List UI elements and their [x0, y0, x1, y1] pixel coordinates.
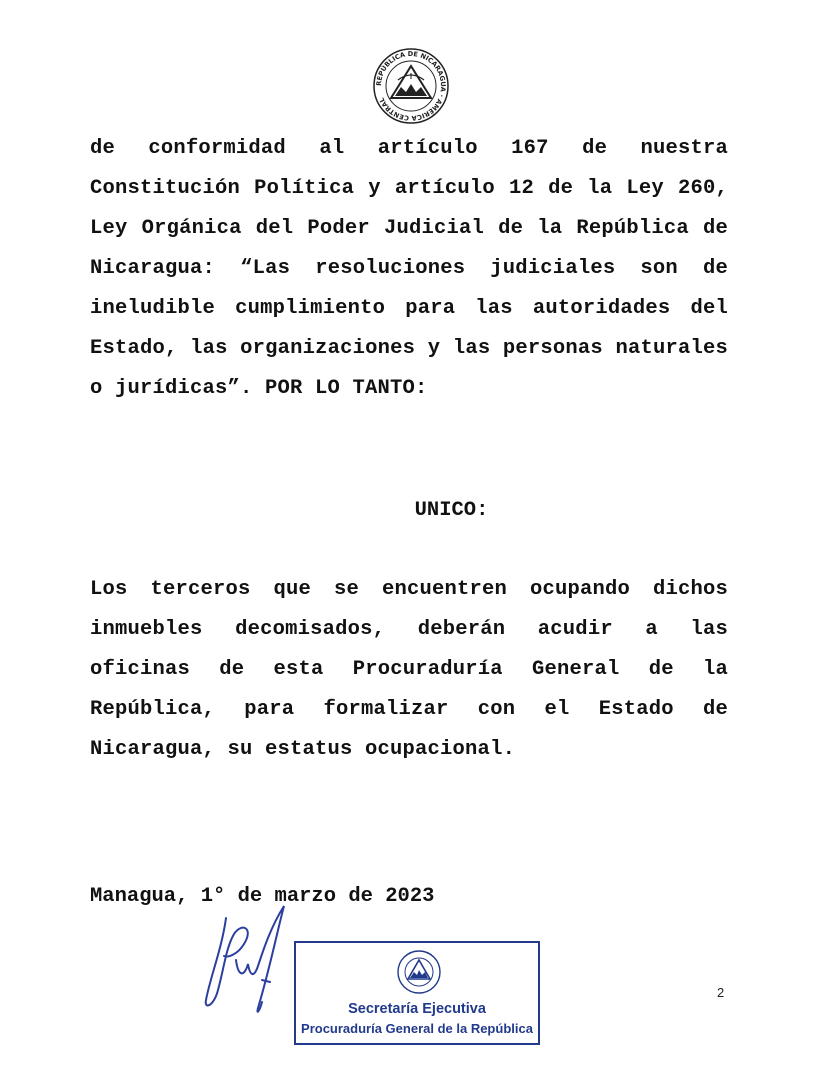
page-number: 2	[717, 985, 725, 1000]
body-paragraph-1: de conformidad al artículo 167 de nuestra Constitución Política y artículo 12 de la Ley 260, Ley Orgánica del Poder Judicial de la República de Nicaragua: “Las resoluciones judiciales son de ineludible cumplimiento para las autoridades del Estado, las organizaciones y las personas naturales o jurídicas”. POR LO TANTO:	[90, 137, 728, 400]
stamp-line-1: Secretaría Ejecutiva	[348, 1001, 486, 1017]
dateline: Managua, 1° de marzo de 2023	[90, 885, 435, 908]
stamp-line-2: Procuraduría General de la República	[301, 1021, 533, 1036]
svg-text:REPÚBLICA DE NICARAGUA · AMÉRI: REPÚBLICA DE NICARAGUA · AMÉRICA CENTRAL	[374, 49, 448, 123]
nicaragua-seal-icon	[362, 46, 460, 126]
body-paragraph-2: Los terceros que se encuentren ocupando dichos inmuebles decomisados, deberán acudir a las oficinas de esta Procuraduría General de la República, para formalizar con el Estado de Nicaragua, su estatus ocupacional.	[90, 578, 728, 761]
handwritten-signature	[196, 898, 306, 1028]
section-heading: UNICO:	[414, 499, 489, 522]
official-stamp	[294, 941, 540, 1045]
stamp-seal-icon	[391, 949, 447, 995]
